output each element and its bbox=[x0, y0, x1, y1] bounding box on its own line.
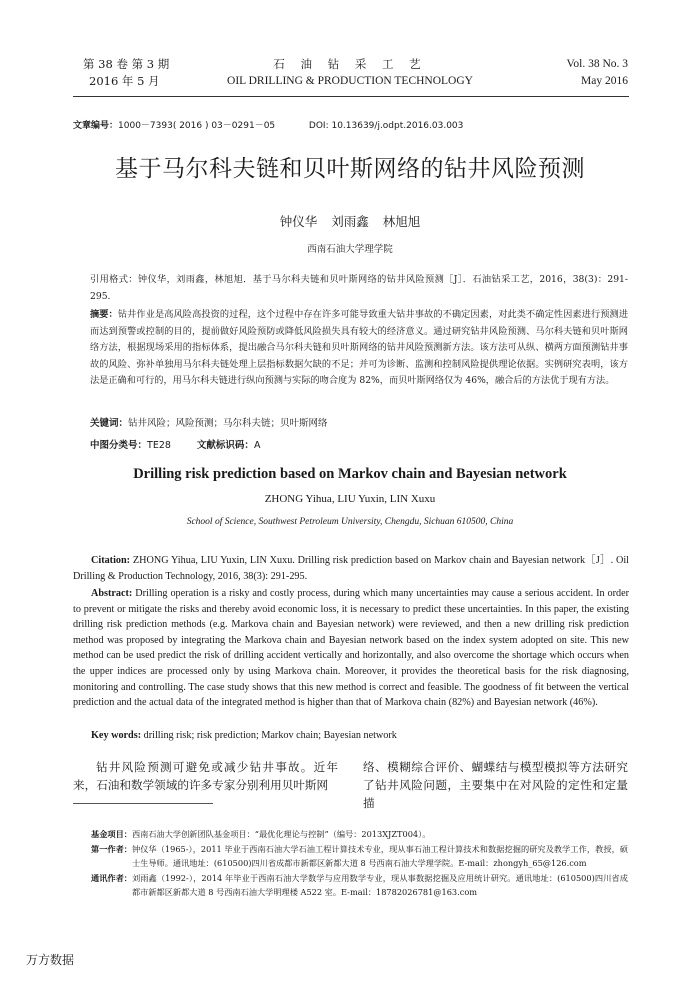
volume-en: Vol. 38 No. 3 bbox=[566, 58, 628, 70]
footnote-divider bbox=[73, 803, 213, 804]
keywords-cn-text: 钻井风险；风险预测；马尔科夫链；贝叶斯网络 bbox=[128, 418, 328, 429]
footnote-text: 钟仪华（1965-），2011 毕业于西南石油大学石油工程计算技术专业，现从事石油工程计算技术和数据挖掘的研究及教学工作，教授，硕士生导师。通讯地址：(610500)四川省成都市新都区新都大道 8 号西南石油大学理学院。E-mail：zhongyh_65@126.com bbox=[131, 844, 628, 868]
citation-en-text: ZHONG Yihua, LIU Yuxin, LIN Xuxu. Drilling risk prediction based on Markov chain and Bayesian network［J］. Oil Drilling & Production Technology, 2016, 38(3): 291-295. bbox=[73, 555, 630, 582]
abstract-en bbox=[73, 586, 629, 711]
keywords-en bbox=[73, 728, 629, 744]
citation-cn-label: 引用格式： bbox=[90, 274, 138, 285]
title-cn: 基于马尔科夫链和贝叶斯网络的钻井风险预测 bbox=[115, 156, 585, 182]
footnote-first-author bbox=[91, 842, 628, 870]
header-divider bbox=[73, 96, 629, 97]
abstract-cn bbox=[90, 307, 628, 390]
doc-code-label: 文献标识码： bbox=[196, 440, 254, 451]
body-column-left: 钻井风险预测可避免或减少钻井事故。近年来，石油和数学领域的许多专家分别利用贝叶斯网 bbox=[73, 760, 338, 792]
doc-code: A bbox=[253, 440, 261, 451]
footnote-corresponding-author bbox=[91, 871, 628, 899]
abstract-en-label: Abstract: bbox=[91, 588, 133, 599]
abstract-cn-label: 摘要： bbox=[90, 309, 118, 320]
header-right bbox=[490, 56, 628, 90]
citation-en-label: Citation: bbox=[91, 555, 131, 566]
body-column-right: 络、模糊综合评价、蝴蝶结与模型模拟等方法研究了钻井风险问题，主要集中在对风险的定性和定量描 bbox=[363, 760, 628, 810]
classification-cn bbox=[90, 437, 260, 451]
journal-name-en: OIL DRILLING & PRODUCTION TECHNOLOGY bbox=[227, 75, 473, 87]
abstract-en-text: Drilling operation is a risky and costly process, during which many uncertainties may cause a serious accident. In order to prevent or mitigate the risks and thereby avoid economic loss, it is necessary to predict these uncertainties. In this paper, the existing drilling risk prediction methods (e.g. Markova chain and Bayesian network) were reviewed, and then a new drilling risk prediction method was proposed by integrating the Markova chain and Bayesian network based on the index system adopted on site. This new method can be used predict the risk of drilling accident vertically and horizontally, and also overcome the shortage which occurs when the upper indices are processed only by using Markova chain. Moreover, it provides the theoretical basis for the risk diagnosing, monitoring and controlling. The case study shows that this new method is correct and feasible. The goodness of fit between the vertical prediction and the actual data of the integrated method is higher than that of Markova chain (82%) and Bayesian network (46%). bbox=[73, 588, 630, 709]
title-en: Drilling risk prediction based on Markov chain and Bayesian network bbox=[133, 466, 567, 482]
date-cn: 2016 年 5 月 bbox=[89, 74, 160, 88]
keywords-cn-label: 关键词： bbox=[90, 418, 129, 429]
keywords-en-label: Key words: bbox=[91, 730, 142, 741]
footnote-funding bbox=[91, 827, 628, 841]
citation-cn bbox=[90, 272, 628, 305]
affiliation-cn: 西南石油大学理学院 bbox=[307, 244, 393, 255]
footnote-text: 刘雨鑫（1992-），2014 年毕业于西南石油大学数学与应用数学专业，现从事数据挖掘及应用统计研究。通讯地址：(610500)四川省成都市新都区新都大道 8 号西南石油大学明理楼 A522 室。E-mail：18782026781@163.com bbox=[131, 873, 628, 897]
watermark-text: 万方数据 bbox=[26, 953, 75, 967]
date-en: May 2016 bbox=[581, 75, 628, 87]
article-meta bbox=[73, 118, 463, 131]
keywords-en-text: drilling risk; risk prediction; Markov chain; Bayesian network bbox=[143, 730, 397, 741]
footnote-text: 西南石油大学创新团队基金项目：“最优化理论与控制”（编号：2013XJZT004）。 bbox=[131, 829, 431, 839]
header-left bbox=[83, 56, 169, 90]
footnote-label: 通讯作者： bbox=[91, 873, 132, 883]
footnote-label: 第一作者： bbox=[91, 844, 132, 854]
volume-cn: 第 38 卷 第 3 期 bbox=[83, 57, 170, 71]
clc-code: TE28 bbox=[147, 440, 171, 451]
article-no-label: 文章编号： bbox=[73, 121, 119, 131]
authors-en: ZHONG Yihua, LIU Yuxin, LIN Xuxu bbox=[264, 493, 436, 505]
footnote-label: 基金项目： bbox=[91, 829, 132, 839]
authors-cn: 钟仪华 刘雨鑫 林旭旭 bbox=[279, 214, 421, 229]
citation-en bbox=[73, 553, 629, 584]
doi: DOI: 10.13639/j.odpt.2016.03.003 bbox=[308, 121, 464, 131]
header-center bbox=[200, 56, 500, 90]
abstract-cn-text: 钻井作业是高风险高投资的过程，这个过程中存在许多可能导致重大钻井事故的不确定因素，对此类不确定性因素进行预测进而达到预警或控制的目的，提前做好风险预防或降低风险损失具有较大的经济意义。通过研究钻井风险预测、马尔科夫链和贝叶斯网络方法，根据现场采用的指标体系，提出融合马尔科夫链和贝叶斯网络的钻井风险预测新方法。该方法可从纵、横两方面预测钻井事故的风险、弥补单独用马尔科夫链处理上层指标数据欠缺的不足；并可为诊断、监测和控制风险提供理论依据。实例研究表明，该方法是正确和可行的，用马尔科夫链进行纵向预测与实际的吻合度为 82%，而贝叶斯网络仅为 46%，融合后的方法优于现有方法。 bbox=[90, 309, 629, 386]
citation-cn-text: 钟仪华，刘雨鑫，林旭旭．基于马尔科夫链和贝叶斯网络的钻井风险预测［J］．石油钻采工艺，2016，38(3)：291-295. bbox=[90, 274, 629, 302]
article-no: 1000－7393( 2016 ) 03－0291－05 bbox=[118, 121, 276, 131]
affiliation-en: School of Science, Southwest Petroleum University, Chengdu, Sichuan 610500, China bbox=[186, 517, 514, 527]
journal-name-cn: 石 油 钻 采 工 艺 bbox=[273, 57, 427, 71]
clc-label: 中图分类号： bbox=[90, 440, 148, 451]
footnotes bbox=[91, 827, 628, 900]
keywords-cn bbox=[90, 415, 328, 429]
